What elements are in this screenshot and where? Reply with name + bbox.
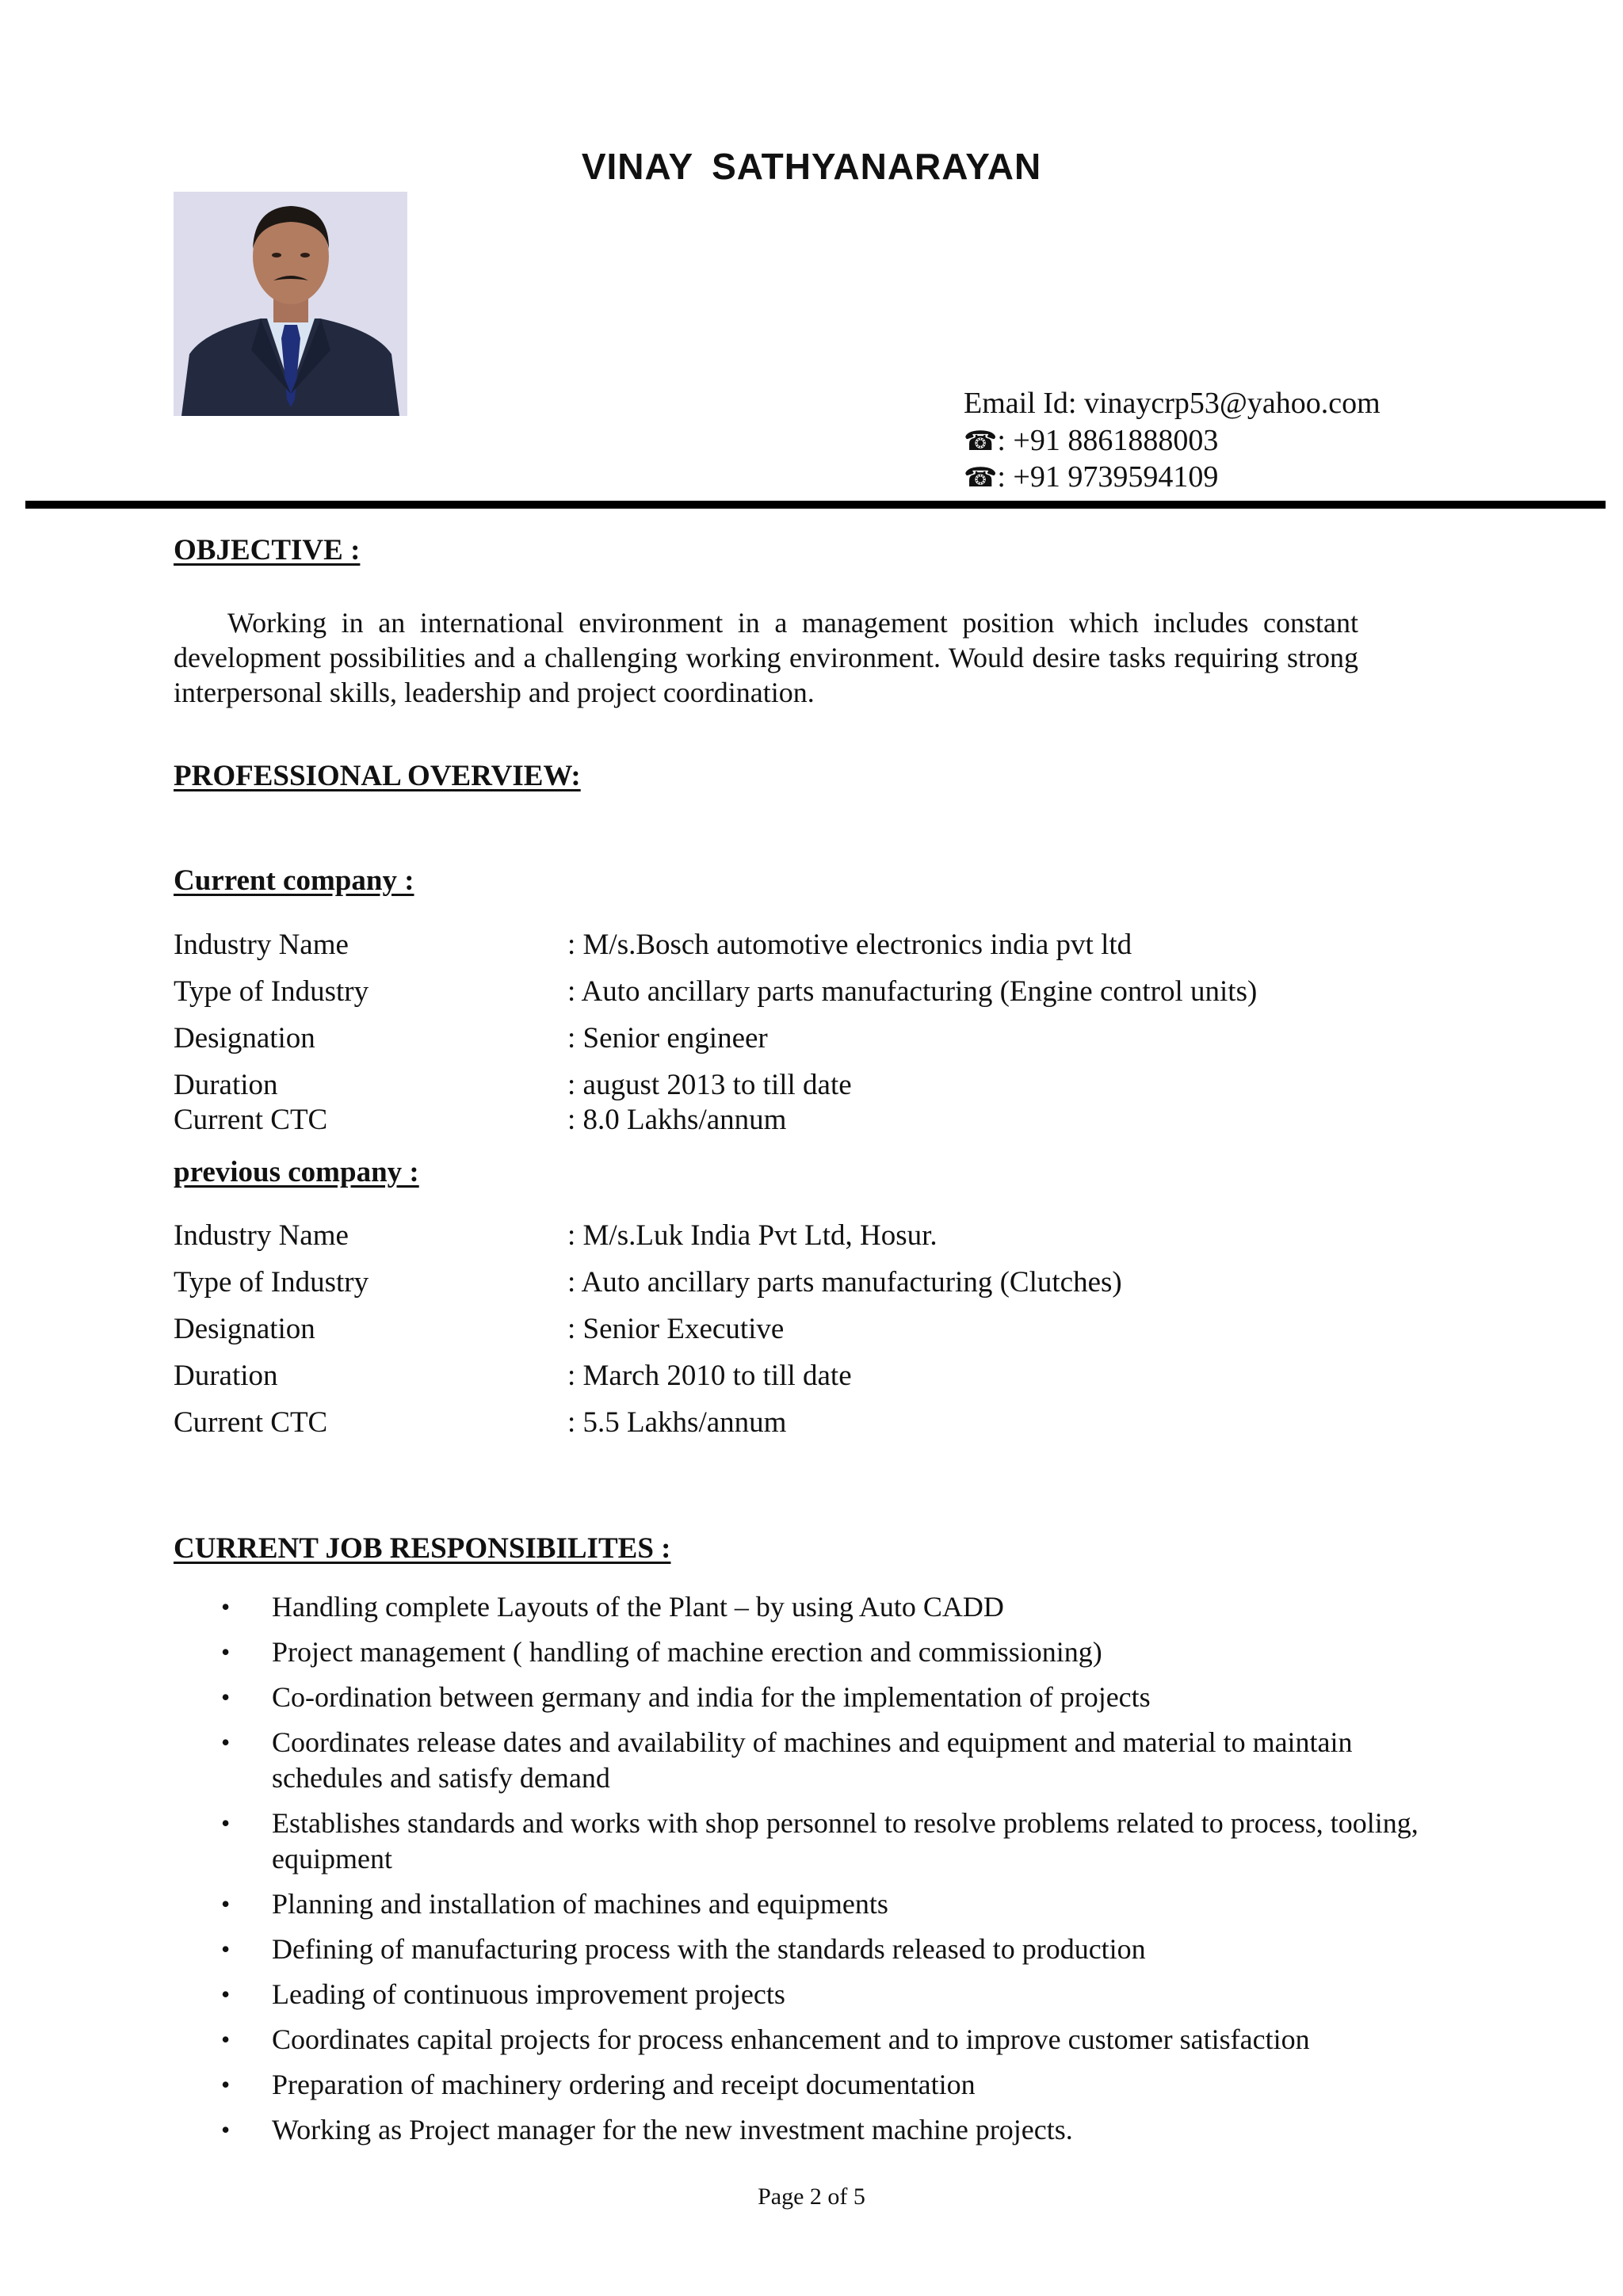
- bullet-icon: •: [221, 1809, 231, 1837]
- previous-duration-value: : March 2010 to till date: [567, 1360, 852, 1392]
- page-number: Page 2 of 5: [758, 2183, 865, 2210]
- previous-designation-value: : Senior Executive: [567, 1313, 785, 1345]
- previous-industry-name-value: : M/s.Luk India Pvt Ltd, Hosur.: [567, 1219, 938, 1252]
- candidate-name: VINAY SATHYANARAYAN: [581, 146, 1042, 187]
- previous-duration-label: Duration: [174, 1360, 278, 1392]
- phone-number-1: : +91 8861888003: [997, 424, 1219, 457]
- current-ctc-label: Current CTC: [174, 1104, 328, 1136]
- bullet-icon: •: [221, 2070, 231, 2099]
- bullet-icon: •: [221, 1980, 231, 2008]
- bullet-icon: •: [221, 1935, 231, 1963]
- header-divider: [25, 501, 1606, 509]
- bullet-icon: •: [221, 1638, 231, 1666]
- list-item: • Working as Project manager for the new investment machine projects.: [174, 2112, 1442, 2148]
- professional-overview-heading: PROFESSIONAL OVERVIEW:: [174, 760, 581, 792]
- bullet-icon: •: [221, 1728, 231, 1756]
- list-item: • Defining of manufacturing process with the standards released to production: [174, 1932, 1442, 1967]
- previous-industry-name-label: Industry Name: [174, 1219, 349, 1252]
- current-ctc-value: : 8.0 Lakhs/annum: [567, 1104, 787, 1136]
- list-item: • Leading of continuous improvement projects: [174, 1977, 1442, 2012]
- current-designation-value: : Senior engineer: [567, 1022, 768, 1055]
- current-industry-type-label: Type of Industry: [174, 975, 369, 1008]
- bullet-icon: •: [221, 1683, 231, 1711]
- list-item: • Establishes standards and works with shop personnel to resolve problems related to process, tooling, equipment: [221, 1807, 1419, 1875]
- previous-industry-type-label: Type of Industry: [174, 1266, 369, 1299]
- current-company-heading: Current company :: [174, 864, 414, 897]
- phone-icon: ☎: [964, 463, 998, 493]
- phone-number-2: : +91 9739594109: [997, 460, 1219, 494]
- list-item: • Planning and installation of machines and equipments: [174, 1886, 1442, 1922]
- list-item: • Handling complete Layouts of the Plant – by using Auto CADD: [174, 1589, 1442, 1625]
- bullet-icon: •: [221, 2025, 231, 2054]
- previous-company-heading: previous company :: [174, 1156, 419, 1188]
- previous-ctc-value: : 5.5 Lakhs/annum: [567, 1406, 787, 1439]
- current-industry-name-value: : M/s.Bosch automotive electronics india pvt ltd: [567, 929, 1132, 961]
- current-duration-value: : august 2013 to till date: [567, 1069, 852, 1101]
- list-item: • Preparation of machinery ordering and receipt documentation: [174, 2067, 1442, 2103]
- profile-photo: [174, 192, 407, 416]
- list-item: • Project management ( handling of machine erection and commissioning): [174, 1634, 1442, 1670]
- previous-industry-type-value: : Auto ancillary parts manufacturing (Clutches): [567, 1266, 1122, 1299]
- objective-text: Working in an international environment in a management position which includes constant development possibilities and a challenging working environment. Would desire tasks requiring strong interpersonal skills, leadership and project coordination.: [174, 607, 1358, 708]
- responsibilities-heading: CURRENT JOB RESPONSIBILITES :: [174, 1532, 671, 1565]
- phone-line-2: [964, 459, 1218, 497]
- phone-line-1: [964, 422, 1218, 460]
- current-designation-label: Designation: [174, 1022, 315, 1055]
- email-line: Email Id: vinaycrp53@yahoo.com: [964, 387, 1381, 420]
- objective-heading: OBJECTIVE :: [174, 534, 361, 566]
- phone-icon: ☎: [964, 427, 998, 456]
- bullet-icon: •: [221, 1890, 231, 1918]
- previous-designation-label: Designation: [174, 1313, 315, 1345]
- list-item: • Coordinates capital projects for process enhancement and to improve customer satisfaction: [174, 2022, 1442, 2058]
- list-item: • Co-ordination between germany and india for the implementation of projects: [174, 1680, 1442, 1715]
- current-duration-label: Duration: [174, 1069, 278, 1101]
- responsibilities-list: [174, 1589, 1442, 2157]
- current-industry-type-value: : Auto ancillary parts manufacturing (Engine control units): [567, 975, 1258, 1008]
- list-item: • Coordinates release dates and availability of machines and equipment and material to maintain schedules and satisfy demand: [221, 1726, 1353, 1794]
- current-industry-name-label: Industry Name: [174, 929, 349, 961]
- previous-ctc-label: Current CTC: [174, 1406, 328, 1439]
- bullet-icon: •: [221, 2115, 231, 2144]
- bullet-icon: •: [221, 1592, 231, 1621]
